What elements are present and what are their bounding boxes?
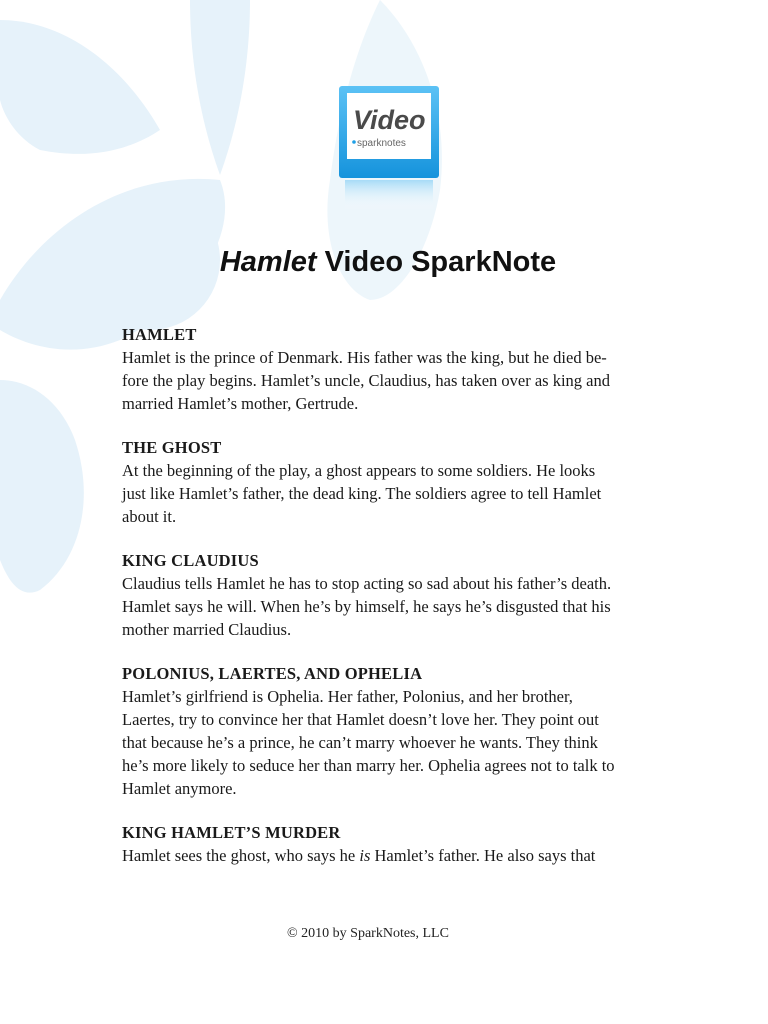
body-line: Hamlet is the prince of Denmark. His father was the king, but he died be- [122, 348, 607, 367]
section-the-ghost [122, 436, 650, 528]
body-line: fore the play begins. Hamlet’s uncle, Claudius, has taken over as king and [122, 371, 610, 390]
page-title [0, 244, 768, 280]
section-hamlet [122, 323, 650, 415]
body-line: mother married Claudius. [122, 620, 292, 639]
section-body [122, 572, 650, 641]
section-body [122, 459, 650, 528]
page-title-rest: Video SparkNote [316, 246, 557, 278]
section-body [122, 685, 650, 800]
logo-word-video: Video [353, 105, 426, 135]
section-body [122, 844, 650, 867]
section-heading: THE GHOST [122, 438, 222, 457]
body-line: just like Hamlet’s father, the dead king. The soldiers agree to tell Hamlet [122, 484, 602, 503]
body-line: married Hamlet’s mother, Gertrude. [122, 394, 359, 413]
section-heading: POLONIUS, LAERTES, AND OPHELIA [122, 664, 423, 683]
section-heading: HAMLET [122, 325, 197, 344]
copyright-footer: © 2010 by SparkNotes, LLC [287, 926, 449, 941]
body-line: Hamlet says he will. When he’s by himself, he says he’s disgusted that his [122, 597, 611, 616]
body-line: that because he’s a prince, he can’t marry whoever he wants. They think [122, 733, 598, 752]
section-king-hamlets-murder [122, 821, 650, 867]
body-line: Hamlet anymore. [122, 779, 237, 798]
document-body [122, 323, 650, 888]
logo-dot-icon [352, 140, 356, 144]
body-line: he’s more likely to seduce her than marry her. Ophelia agrees not to talk to [122, 756, 615, 775]
body-line [122, 844, 650, 867]
line-emphasis: is [359, 846, 371, 865]
logo-brand-sparknotes: sparknotes [357, 138, 406, 149]
line-text: Hamlet’s father. He also says that [370, 846, 596, 865]
section-king-claudius [122, 549, 650, 641]
sparknotes-video-logo [339, 86, 439, 212]
section-heading: KING CLAUDIUS [122, 551, 259, 570]
body-line: Hamlet’s girlfriend is Ophelia. Her father, Polonius, and her brother, [122, 687, 573, 706]
line-text: Hamlet sees the ghost, who says he [122, 846, 360, 865]
section-body [122, 346, 650, 415]
section-polonius-laertes-ophelia [122, 662, 650, 800]
body-line: about it. [122, 507, 177, 526]
section-heading: KING HAMLET’S MURDER [122, 823, 341, 842]
body-line: Claudius tells Hamlet he has to stop acting so sad about his father’s death. [122, 574, 612, 593]
body-line: Laertes, try to convince her that Hamlet doesn’t love her. They point out [122, 710, 599, 729]
page-title-italic: Hamlet [219, 246, 317, 278]
body-line: At the beginning of the play, a ghost appears to some soldiers. He looks [122, 461, 596, 480]
